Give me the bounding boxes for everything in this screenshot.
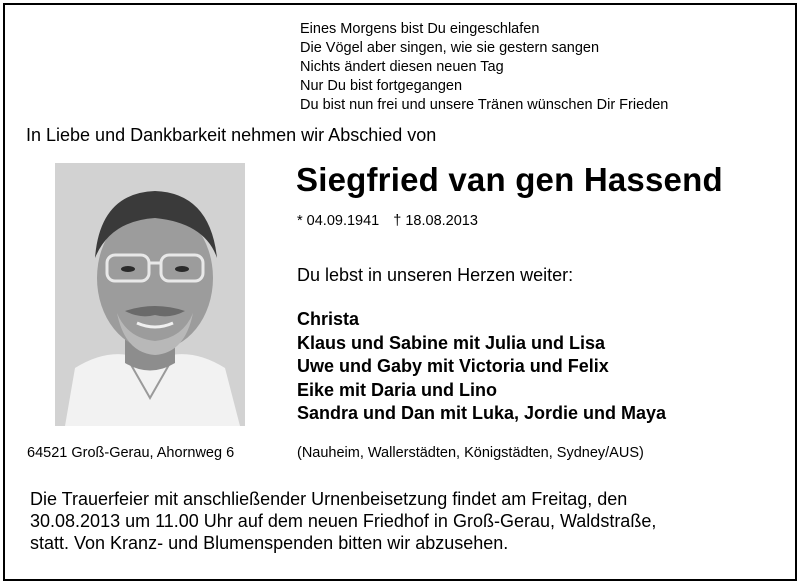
funeral-notice [30,488,770,554]
poem-line: Die Vögel aber singen, wie sie gestern sangen [300,40,600,56]
family-list [297,308,666,426]
notice-line: 30.08.2013 um 11.00 Uhr auf dem neuen Friedhof in Groß-Gerau, Waldstraße, [30,511,657,531]
poem-line: Nur Du bist fortgegangen [300,78,463,94]
portrait-image [55,163,245,426]
family-member: Klaus und Sabine mit Julia und Lisa [297,332,606,353]
portrait-photo [55,163,245,426]
family-member: Sandra und Dan mit Luka, Jordie und Maya [297,403,667,423]
family-member: Eike mit Daria und Lino [297,379,498,400]
poem-line: Nichts ändert diesen neuen Tag [300,59,504,75]
poem [300,20,668,115]
poem-line: Du bist nun frei und unsere Tränen wünschen Dir Frieden [300,97,669,113]
birth-date: * 04.09.1941 [297,213,380,229]
address: 64521 Groß-Gerau, Ahornweg 6 [27,445,235,461]
notice-line: Die Trauerfeier mit anschließender Urnenbeisetzung findet am Freitag, den [30,489,628,509]
life-dates [297,213,478,229]
family-member: Uwe und Gaby mit Victoria und Felix [297,356,609,376]
heart-line: Du lebst in unseren Herzen weiter: [297,265,574,285]
family-member: Christa [297,309,360,329]
death-date: † 18.08.2013 [393,213,478,229]
deceased-name: Siegfried van gen Hassend [296,161,723,198]
poem-line: Eines Morgens bist Du eingeschlafen [300,21,540,37]
notice-line: statt. Von Kranz- und Blumenspenden bitten wir abzusehen. [30,533,509,553]
places: (Nauheim, Wallerstädten, Königstädten, Sydney/AUS) [297,445,644,461]
intro-line: In Liebe und Dankbarkeit nehmen wir Abschied von [26,125,437,145]
